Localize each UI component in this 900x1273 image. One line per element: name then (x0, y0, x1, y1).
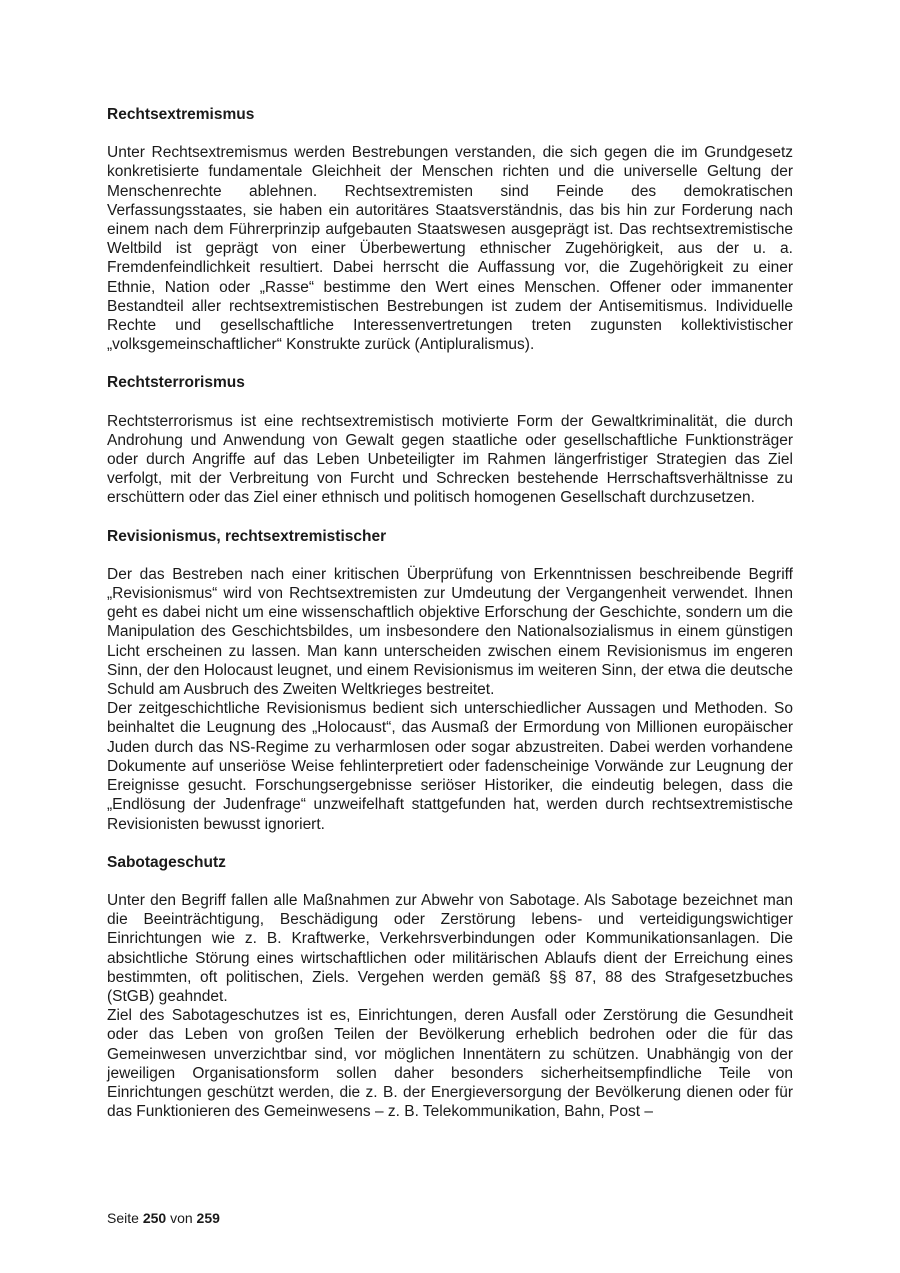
paragraph: Ziel des Sabotageschutzes ist es, Einrichtungen, deren Ausfall oder Zerstörung die Gesundheit oder das Leben von großen Teilen der Bevölkerung erheblich bedrohen oder die für das Gemeinwesen unverzichtbar sind, vor möglichen Innentätern zu schützen. Unabhängig von der jeweiligen Organisationsform sollen daher besonders sicherheitsempfindliche Teile von Einrichtungen geschützt werden, die z. B. der Energieversorgung der Bevölkerung dienen oder für das Funktionieren des Gemeinwesens – z. B. Telekommunikation, Bahn, Post – (107, 1007, 793, 1121)
section-heading: Revisionismus, rechtsextremistischer (107, 527, 387, 545)
document-body (107, 105, 793, 1140)
section-heading: Sabotageschutz (107, 853, 226, 871)
footer-total-pages: 259 (196, 1210, 220, 1226)
footer-prefix: Seite (107, 1210, 139, 1226)
paragraph: Der das Bestreben nach einer kritischen Überprüfung von Erkenntnissen beschreibende Begriff „Revisionismus“ wird von Rechtsextremisten zur Umdeutung der Vergangenheit verwendet. Ihnen geht es dabei nicht um eine wissenschaftlich objektive Erforschung der Geschichte, sondern um die Manipulation des Geschichtsbildes, um insbesondere den Nationalsozialismus in einem günstigen Licht erscheinen zu lassen. Man kann unterscheiden zwischen einem Revisionismus im engeren Sinn, der den Holocaust leugnet, und einem Revisionismus im weiteren Sinn, der etwa die deutsche Schuld am Ausbruch des Zweiten Weltkrieges bestreitet. (107, 565, 793, 699)
paragraph: Unter Rechtsextremismus werden Bestrebungen verstanden, die sich gegen die im Grundgesetz konkretisierte fundamentale Gleichheit der Menschen richten und die universelle Geltung der Menschenrechte ablehnen. Rechtsextremisten sind Feinde des demokratischen Verfassungsstaates, sie haben ein autoritäres Staatsverständnis, das bis hin zur Forderung nach einem nach dem Führerprinzip aufgebauten Staatswesen ausgeprägt ist. Das rechtsextremistische Weltbild ist geprägt von einer Überbewertung ethnischer Zugehörigkeit, aus der u. a. Fremdenfeindlichkeit resultiert. Dabei herrscht die Auffassung vor, die Zugehörigkeit zu einer Ethnie, Nation oder „Rasse“ bestimme den Wert eines Menschen. Offener oder immanenter Bestandteil aller rechtsextremistischen Bestrebungen ist zudem der Antisemitismus. Individuelle Rechte und gesellschaftliche Interessenvertretungen treten zugunsten kollektivistischer „volksgemeinschaftlicher“ Konstrukte zurück (Antipluralismus). (107, 144, 793, 354)
paragraph: Der zeitgeschichtliche Revisionismus bedient sich unterschiedlicher Aussagen und Methoden. So beinhaltet die Leugnung des „Holocaust“, das Ausmaß der Ermordung von Millionen europäischer Juden durch das NS-Regime zu verharmlosen oder sogar abzustreiten. Dabei werden vorhandene Dokumente auf unseriöse Weise fehlinterpretiert oder fadenscheinige Vorwände zur Leugnung der Ereignisse gesucht. Forschungsergebnisse seriöser Historiker, die eindeutig belegen, dass die „Endlösung der Judenfrage“ unzweifelhaft stattgefunden hat, werden durch rechtsextremistische Revisionisten bewusst ignoriert. (107, 700, 793, 833)
section-heading: Rechtsextremismus (107, 106, 255, 123)
section-rechtsextremismus (107, 105, 793, 354)
section-sabotageschutz (107, 853, 793, 1122)
section-revisionismus (107, 527, 793, 834)
footer-middle: von (170, 1210, 193, 1226)
paragraph: Rechtsterrorismus ist eine rechtsextremistisch motivierte Form der Gewaltkriminalität, die durch Androhung und Anwendung von Gewalt gegen staatliche oder gesellschaftliche Funktionsträger oder durch Angriffe auf das Leben Unbeteiligter im Rahmen längerfristiger Strategien das Ziel verfolgt, mit der Verbreitung von Furcht und Schrecken bestehende Herrschaftsverhältnisse zu erschüttern oder das Ziel einer ethnisch und politisch homogenen Gesellschaft durchzusetzen. (107, 412, 793, 507)
section-rechtsterrorismus (107, 373, 793, 507)
page-footer (107, 1210, 220, 1226)
paragraph: Unter den Begriff fallen alle Maßnahmen zur Abwehr von Sabotage. Als Sabotage bezeichnet man die Beeinträchtigung, Beschädigung oder Zerstörung lebens- und verteidigungswichtiger Einrichtungen wie z. B. Kraftwerke, Verkehrsverbindungen oder Kommunikationsanlagen. Die absichtliche Störung eines wirtschaftlichen oder militärischen Ablaufs dient der Erreichung eines bestimmten, oft politischen, Ziels. Vergehen werden gemäß §§ 87, 88 des Strafgesetzbuches (StGB) geahndet. (107, 891, 793, 1005)
section-heading: Rechtsterrorismus (107, 374, 245, 392)
footer-page-number: 250 (142, 1210, 167, 1226)
